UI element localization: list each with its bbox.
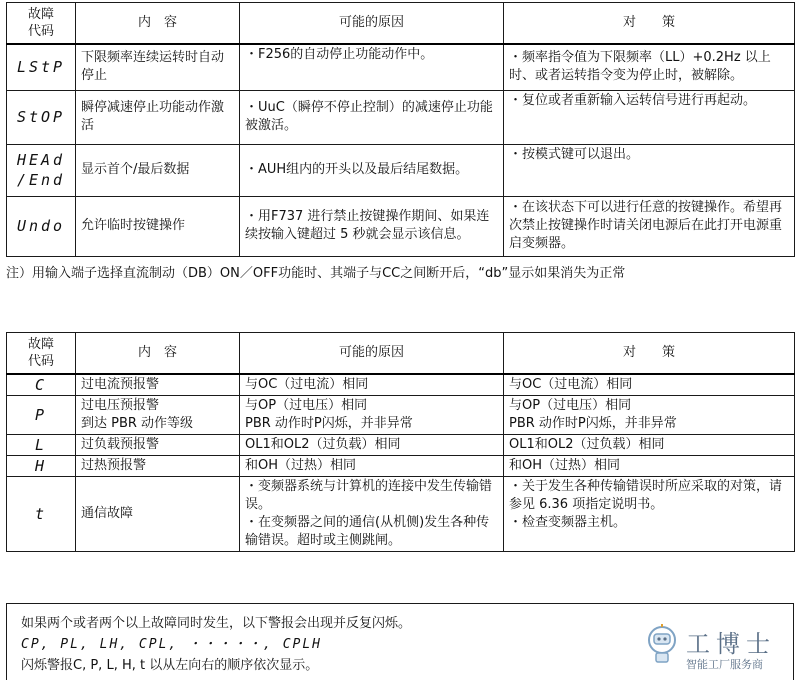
table-row [7, 456, 795, 477]
robot-logo-icon [642, 622, 682, 666]
fault-content: 下限频率连续运转时自动停止 [76, 44, 240, 90]
table-row [7, 477, 795, 552]
fault-action: 与OP（过电压）相同 PBR 动作时P闪烁，并非异常 [504, 396, 795, 435]
table-row [7, 44, 795, 90]
header-code [7, 333, 76, 375]
fault-cause: ・F256的自动停止功能动作中。 [240, 44, 504, 90]
note-text: 注）用输入端子选择直流制动（DB）ON／OFF功能时、其端子与CC之间断开后，“db”显示如果消失为正常 [6, 266, 626, 281]
fault-content: 显示首个/最后数据 [76, 144, 240, 196]
fault-table-1 [6, 2, 795, 257]
header-code [7, 3, 76, 45]
fault-code: H [7, 456, 76, 477]
combined-alarm-text: 如果两个或者两个以上故障同时发生，以下警报会出现并反复闪烁。 [21, 616, 412, 631]
fault-cause: 与OC（过电流）相同 [240, 374, 504, 396]
header-cause: 可能的原因 [240, 3, 504, 45]
fault-cause: 与OP（过电压）相同 PBR 动作时P闪烁，并非异常 [240, 396, 504, 435]
fault-cause: ・UuC（瞬停不停止控制）的减速停止功能被激活。 [240, 90, 504, 144]
watermark-title: 工博士 [686, 630, 776, 658]
fault-code: Undo [7, 196, 76, 256]
fault-code: C [7, 374, 76, 396]
fault-code: t [7, 477, 76, 552]
fault-action: OL1和OL2（过负载）相同 [504, 435, 795, 456]
fault-code [7, 144, 76, 196]
fault-cause: ・变频器系统与计算机的连接中发生传输错误。 ・在变频器之间的通信(从机侧)发生各种传输错误。超时或主侧跳闸。 [240, 477, 504, 552]
fault-action: ・频率指令值为下限频率（LL）+0.2Hz 以上时、或者运转指令变为停止时，被解除。 [504, 44, 795, 90]
header-code-label: 故障 代码 [27, 337, 54, 369]
fault-action: ・关于发生各种传输错误时所应采取的对策，请参见 6.36 项指定说明书。 ・检查变频器主机。 [504, 477, 795, 552]
fault-content: 过电压预报警 到达 PBR 动作等级 [76, 396, 240, 435]
table-row [7, 396, 795, 435]
fault-action: ・在该状态下可以进行任意的按键操作。希望再次禁止按键操作时请关闭电源后在此打开电源重启变频器。 [504, 196, 795, 256]
table-row [7, 144, 795, 196]
table-row [7, 435, 795, 456]
watermark-subtitle: 智能工厂服务商 [686, 658, 763, 671]
fault-code: StOP [7, 90, 76, 144]
fault-cause: OL1和OL2（过负载）相同 [240, 435, 504, 456]
fault-code: L [7, 435, 76, 456]
header-content: 内 容 [76, 3, 240, 45]
fault-action: ・按模式键可以退出。 [504, 144, 795, 196]
table-row [7, 374, 795, 396]
header-action: 对 策 [504, 333, 795, 375]
fault-cause: ・用F737 进行禁止按键操作期间、如果连续按输入键超过 5 秒就会显示该信息。 [240, 196, 504, 256]
header-code-label: 故障 代码 [27, 7, 54, 39]
fault-action: ・复位或者重新输入运转信号进行再起动。 [504, 90, 795, 144]
fault-content: 通信故障 [76, 477, 240, 552]
header-action: 对 策 [504, 3, 795, 45]
fault-code: P [7, 396, 76, 435]
fault-code-label: HEAd /End [16, 151, 66, 189]
fault-content: 瞬停减速停止功能动作激活 [76, 90, 240, 144]
fault-content: 过负载预报警 [76, 435, 240, 456]
combined-alarm-order: 闪烁警报C, P, L, H, t 以从左向右的顺序依次显示。 [21, 658, 319, 673]
fault-action: 和OH（过热）相同 [504, 456, 795, 477]
fault-content: 允许临时按键操作 [76, 196, 240, 256]
fault-action: 与OC（过电流）相同 [504, 374, 795, 396]
table-row [7, 196, 795, 256]
fault-content: 过电流预报警 [76, 374, 240, 396]
fault-content: 过热预报警 [76, 456, 240, 477]
fault-cause: ・AUH组内的开头以及最后结尾数据。 [240, 144, 504, 196]
fault-cause: 和OH（过热）相同 [240, 456, 504, 477]
header-content: 内 容 [76, 333, 240, 375]
header-cause: 可能的原因 [240, 333, 504, 375]
fault-code: LStP [7, 44, 76, 90]
combined-alarm-codes: CP, PL, LH, CPL, ・・・・・, CPLH [21, 637, 323, 652]
watermark [642, 622, 792, 672]
table-row [7, 90, 795, 144]
fault-table-2 [6, 332, 795, 552]
